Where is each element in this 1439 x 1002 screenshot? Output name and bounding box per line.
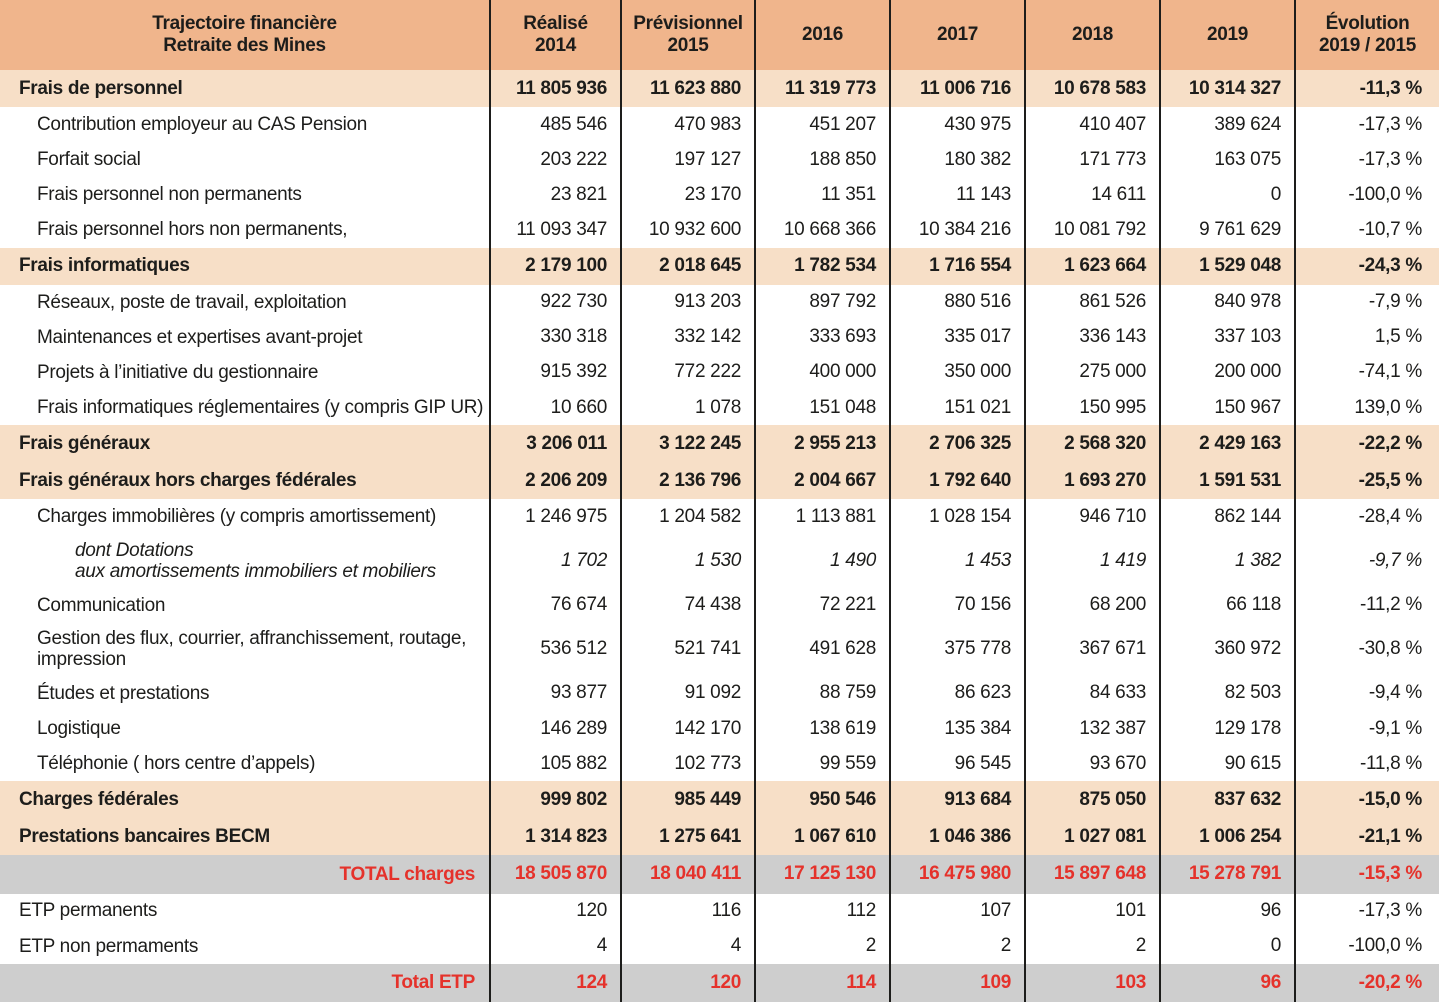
value-cell: 93 670 [1025,746,1160,781]
value-cell: 350 000 [890,355,1025,390]
table-row [0,285,1439,320]
value-cell: 84 633 [1025,676,1160,711]
value-cell: 197 127 [621,142,755,177]
value-cell: 10 678 583 [1025,70,1160,107]
value-cell: 10 384 216 [890,212,1025,247]
evolution-cell: -30,8 % [1295,623,1439,676]
value-cell: 2 429 163 [1160,425,1295,462]
evolution-cell: -11,8 % [1295,746,1439,781]
value-cell: 330 318 [490,320,621,355]
value-cell: 200 000 [1160,355,1295,390]
value-cell: 188 850 [755,142,890,177]
value-cell: 66 118 [1160,588,1295,623]
evolution-cell: -20,2 % [1295,964,1439,1002]
table-row [0,499,1439,534]
value-cell: 491 628 [755,623,890,676]
evolution-cell: -17,3 % [1295,107,1439,142]
value-cell: 11 805 936 [490,70,621,107]
value-cell: 135 384 [890,711,1025,746]
row-label: Projets à l’initiative du gestionnaire [37,361,319,383]
table-row [0,70,1439,107]
table-row [0,818,1439,855]
value-cell: 203 222 [490,142,621,177]
value-cell: 950 546 [755,781,890,818]
value-cell: 335 017 [890,320,1025,355]
evolution-cell: -11,3 % [1295,70,1439,107]
value-cell: 96 [1160,894,1295,929]
value-cell: 1 419 [1025,534,1160,587]
value-cell: 120 [490,894,621,929]
row-label: Logistique [37,717,121,739]
value-cell: 124 [490,964,621,1002]
value-cell: 410 407 [1025,107,1160,142]
value-cell: 1 006 254 [1160,818,1295,855]
value-cell: 3 122 245 [621,425,755,462]
value-cell: 105 882 [490,746,621,781]
table-title-line2: Retraite des Mines [163,35,326,56]
value-cell: 2 206 209 [490,462,621,499]
value-cell: 11 143 [890,177,1025,212]
table-row [0,248,1439,285]
table-row [0,781,1439,818]
value-cell: 772 222 [621,355,755,390]
value-cell: 1 275 641 [621,818,755,855]
value-cell: 93 877 [490,676,621,711]
evolution-cell: -9,4 % [1295,676,1439,711]
value-cell: 129 178 [1160,711,1295,746]
value-cell: 101 [1025,894,1160,929]
row-label: Charges fédérales [0,781,490,818]
value-cell: 16 475 980 [890,855,1025,893]
row-label: Frais personnel hors non permanents, [37,219,348,241]
column-header-r-alis-2014: Réalisé 2014 [490,0,621,70]
evolution-cell: -24,3 % [1295,248,1439,285]
value-cell: 132 387 [1025,711,1160,746]
value-cell: 1 591 531 [1160,462,1295,499]
table-row [0,142,1439,177]
value-cell: 90 615 [1160,746,1295,781]
value-cell: 1 113 881 [755,499,890,534]
value-cell: 2 [1025,929,1160,964]
table-row [0,212,1439,247]
row-label: Contribution employeur au CAS Pension [37,114,368,136]
table-row [0,894,1439,929]
value-cell: 2 179 100 [490,248,621,285]
value-cell: 360 972 [1160,623,1295,676]
evolution-cell: -17,3 % [1295,142,1439,177]
table-body [0,70,1439,1002]
value-cell: 1 314 823 [490,818,621,855]
value-cell: 1 702 [490,534,621,587]
table-row [0,534,1439,587]
column-header-pr-visionnel-2015: Prévisionnel 2015 [621,0,755,70]
value-cell: 2 955 213 [755,425,890,462]
value-cell: 18 505 870 [490,855,621,893]
evolution-cell: -28,4 % [1295,499,1439,534]
value-cell: 11 319 773 [755,70,890,107]
column-header-2019: 2019 [1160,0,1295,70]
value-cell: 17 125 130 [755,855,890,893]
row-label: Frais informatiques [0,248,490,285]
value-cell: 1 204 582 [621,499,755,534]
value-cell: 1 782 534 [755,248,890,285]
row-label: Communication [37,594,166,616]
value-cell: 171 773 [1025,142,1160,177]
value-cell: 1 028 154 [890,499,1025,534]
value-cell: 180 382 [890,142,1025,177]
evolution-cell: -100,0 % [1295,929,1439,964]
value-cell: 120 [621,964,755,1002]
value-cell: 999 802 [490,781,621,818]
value-cell: 72 221 [755,588,890,623]
evolution-cell: 139,0 % [1295,390,1439,425]
value-cell: 76 674 [490,588,621,623]
table-row [0,107,1439,142]
value-cell: 10 932 600 [621,212,755,247]
value-cell: 10 081 792 [1025,212,1160,247]
value-cell: 1 792 640 [890,462,1025,499]
value-cell: 99 559 [755,746,890,781]
value-cell: 1 716 554 [890,248,1025,285]
evolution-cell: -9,1 % [1295,711,1439,746]
row-label: Prestations bancaires BECM [0,818,490,855]
value-cell: 74 438 [621,588,755,623]
evolution-cell: -9,7 % [1295,534,1439,587]
value-cell: 1 453 [890,534,1025,587]
table-row [0,711,1439,746]
value-cell: 11 351 [755,177,890,212]
value-cell: 862 144 [1160,499,1295,534]
evolution-cell: -100,0 % [1295,177,1439,212]
value-cell: 521 741 [621,623,755,676]
table-row [0,390,1439,425]
table-row [0,462,1439,499]
evolution-cell: -21,1 % [1295,818,1439,855]
value-cell: 1 623 664 [1025,248,1160,285]
evolution-cell: 1,5 % [1295,320,1439,355]
evolution-cell: -11,2 % [1295,588,1439,623]
value-cell: 2 706 325 [890,425,1025,462]
row-label: ETP non permaments [19,935,199,957]
column-header-2016: 2016 [755,0,890,70]
row-label: Frais personnel non permanents [37,184,302,206]
value-cell: 151 021 [890,390,1025,425]
value-cell: 837 632 [1160,781,1295,818]
value-cell: 4 [621,929,755,964]
value-cell: 146 289 [490,711,621,746]
table-row [0,588,1439,623]
value-cell: 2 004 667 [755,462,890,499]
evolution-cell: -15,3 % [1295,855,1439,893]
row-label: Frais informatiques réglementaires (y compris GIP UR) [37,396,484,418]
evolution-cell: -15,0 % [1295,781,1439,818]
row-label: Frais généraux [0,425,490,462]
value-cell: 2 [890,929,1025,964]
value-cell: 1 027 081 [1025,818,1160,855]
evolution-cell: -25,5 % [1295,462,1439,499]
value-cell: 0 [1160,929,1295,964]
value-cell: 88 759 [755,676,890,711]
value-cell: 23 821 [490,177,621,212]
value-cell: 163 075 [1160,142,1295,177]
column-header--volution-2019-2015: Évolution 2019 / 2015 [1295,0,1439,70]
value-cell: 96 [1160,964,1295,1002]
row-label: Études et prestations [37,682,210,704]
row-label: Maintenances et expertises avant-projet [37,326,363,348]
value-cell: 915 392 [490,355,621,390]
value-cell: 333 693 [755,320,890,355]
row-label: Frais de personnel [0,70,490,107]
value-cell: 897 792 [755,285,890,320]
table-row [0,964,1439,1002]
table-row [0,855,1439,893]
value-cell: 946 710 [1025,499,1160,534]
value-cell: 913 203 [621,285,755,320]
value-cell: 985 449 [621,781,755,818]
table-title-line1: Trajectoire financière [152,13,337,35]
value-cell: 102 773 [621,746,755,781]
row-label: dont Dotations aux amortissements immobiliers et mobiliers [75,539,436,582]
value-cell: 451 207 [755,107,890,142]
value-cell: 138 619 [755,711,890,746]
value-cell: 68 200 [1025,588,1160,623]
value-cell: 1 693 270 [1025,462,1160,499]
value-cell: 10 660 [490,390,621,425]
value-cell: 861 526 [1025,285,1160,320]
value-cell: 112 [755,894,890,929]
value-cell: 2 018 645 [621,248,755,285]
row-label: Total ETP [0,964,490,1002]
value-cell: 3 206 011 [490,425,621,462]
value-cell: 107 [890,894,1025,929]
table-row [0,425,1439,462]
value-cell: 1 067 610 [755,818,890,855]
value-cell: 367 671 [1025,623,1160,676]
column-header-2018: 2018 [1025,0,1160,70]
value-cell: 0 [1160,177,1295,212]
value-cell: 1 246 975 [490,499,621,534]
value-cell: 150 995 [1025,390,1160,425]
value-cell: 14 611 [1025,177,1160,212]
value-cell: 70 156 [890,588,1025,623]
value-cell: 151 048 [755,390,890,425]
table-row [0,623,1439,676]
value-cell: 913 684 [890,781,1025,818]
value-cell: 2 [755,929,890,964]
row-label: Charges immobilières (y compris amortissement) [37,506,437,528]
value-cell: 142 170 [621,711,755,746]
value-cell: 18 040 411 [621,855,755,893]
evolution-cell: -7,9 % [1295,285,1439,320]
row-label: Réseaux, poste de travail, exploitation [37,291,347,313]
evolution-cell: -17,3 % [1295,894,1439,929]
value-cell: 9 761 629 [1160,212,1295,247]
value-cell: 91 092 [621,676,755,711]
table-row [0,746,1439,781]
value-cell: 10 668 366 [755,212,890,247]
value-cell: 103 [1025,964,1160,1002]
column-header-2017: 2017 [890,0,1025,70]
evolution-cell: -22,2 % [1295,425,1439,462]
table-row [0,177,1439,212]
table-row [0,676,1439,711]
value-cell: 1 046 386 [890,818,1025,855]
value-cell: 15 897 648 [1025,855,1160,893]
value-cell: 82 503 [1160,676,1295,711]
value-cell: 375 778 [890,623,1025,676]
value-cell: 10 314 327 [1160,70,1295,107]
table-row [0,929,1439,964]
value-cell: 150 967 [1160,390,1295,425]
table-title [0,0,490,70]
table-row [0,355,1439,390]
value-cell: 485 546 [490,107,621,142]
value-cell: 880 516 [890,285,1025,320]
value-cell: 114 [755,964,890,1002]
value-cell: 332 142 [621,320,755,355]
evolution-cell: -10,7 % [1295,212,1439,247]
value-cell: 116 [621,894,755,929]
row-label: TOTAL charges [0,855,490,893]
value-cell: 1 530 [621,534,755,587]
value-cell: 86 623 [890,676,1025,711]
value-cell: 840 978 [1160,285,1295,320]
value-cell: 109 [890,964,1025,1002]
value-cell: 922 730 [490,285,621,320]
value-cell: 23 170 [621,177,755,212]
value-cell: 430 975 [890,107,1025,142]
value-cell: 275 000 [1025,355,1160,390]
value-cell: 2 568 320 [1025,425,1160,462]
value-cell: 4 [490,929,621,964]
value-cell: 875 050 [1025,781,1160,818]
value-cell: 2 136 796 [621,462,755,499]
table-row [0,320,1439,355]
row-label: Gestion des flux, courrier, affranchissement, routage, impression [37,628,467,671]
value-cell: 15 278 791 [1160,855,1295,893]
row-label: Frais généraux hors charges fédérales [0,462,490,499]
value-cell: 536 512 [490,623,621,676]
value-cell: 1 078 [621,390,755,425]
value-cell: 389 624 [1160,107,1295,142]
value-cell: 400 000 [755,355,890,390]
value-cell: 11 093 347 [490,212,621,247]
row-label: ETP permanents [19,900,158,922]
value-cell: 470 983 [621,107,755,142]
value-cell: 11 623 880 [621,70,755,107]
value-cell: 336 143 [1025,320,1160,355]
table-header-row [0,0,1439,70]
evolution-cell: -74,1 % [1295,355,1439,390]
value-cell: 1 382 [1160,534,1295,587]
value-cell: 11 006 716 [890,70,1025,107]
value-cell: 1 529 048 [1160,248,1295,285]
value-cell: 96 545 [890,746,1025,781]
value-cell: 1 490 [755,534,890,587]
row-label: Forfait social [37,149,141,171]
value-cell: 337 103 [1160,320,1295,355]
row-label: Téléphonie ( hors centre d’appels) [37,752,316,774]
